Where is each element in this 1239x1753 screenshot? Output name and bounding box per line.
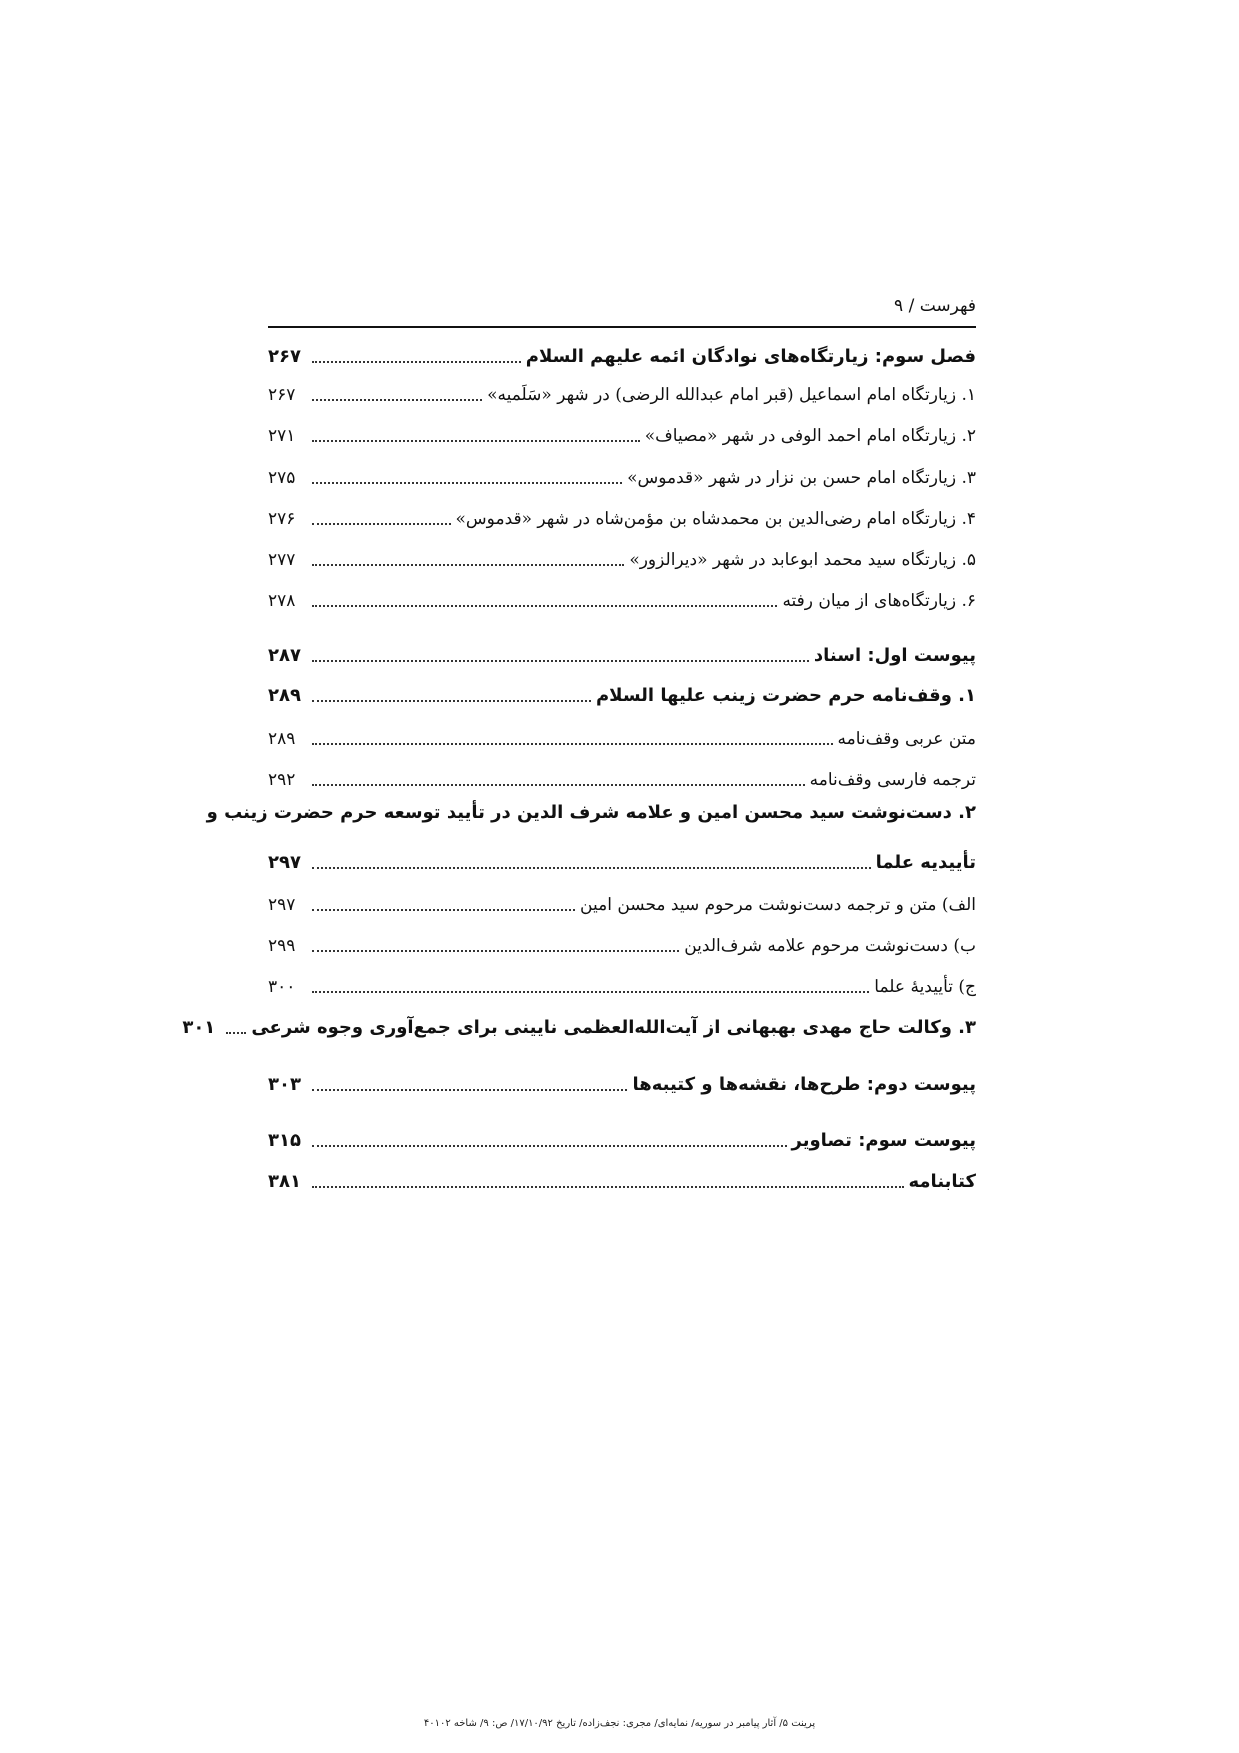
dot-leader (312, 440, 640, 442)
toc-entry-page: ۲۷۱ (268, 426, 296, 446)
toc-entry[interactable] (268, 538, 976, 572)
dot-leader (312, 950, 679, 952)
toc-entry[interactable] (268, 758, 976, 792)
toc-entry-page: ۲۹۹ (268, 936, 296, 956)
running-header (268, 290, 976, 328)
toc-entry[interactable] (268, 965, 976, 999)
toc-entry-page: ۳۱۵ (268, 1130, 301, 1151)
dot-leader (312, 1145, 787, 1147)
dot-leader (312, 743, 833, 745)
toc-entry-title: ۴. زیارتگاه امام رضی‌الدین بن محمدشاه بن مؤمن‌شاه در شهر «قدموس» (455, 509, 976, 529)
toc-entry[interactable] (268, 1160, 976, 1194)
dot-leader (312, 361, 521, 363)
toc-entry-title: پیوست دوم: طرح‌ها، نقشه‌ها و کتیبه‌ها (632, 1074, 976, 1095)
toc-entry-wrapped-first-line[interactable]: ۲. دست‌نوشت سید محسن امین و علامه شرف الدین در تأیید توسعه حرم حضرت زینب و (206, 802, 976, 823)
toc-entry[interactable] (268, 717, 976, 751)
toc-entry[interactable] (268, 1119, 976, 1153)
toc-entry[interactable] (182, 1006, 976, 1040)
dot-leader (312, 1186, 904, 1188)
toc-entry-title: ج) تأییدیهٔ علما (874, 977, 976, 997)
toc-entry[interactable] (268, 579, 976, 613)
toc-entry-title: ۳. زیارتگاه امام حسن بن نزار در شهر «قدموس» (627, 468, 976, 488)
toc-entry[interactable] (268, 674, 976, 708)
toc-entry[interactable] (268, 883, 976, 917)
toc-entry-page: ۲۸۹ (268, 685, 301, 706)
dot-leader (312, 564, 624, 566)
toc-entry-page: ۲۷۶ (268, 509, 296, 529)
toc-entry-title: ۱. زیارتگاه امام اسماعیل (قبر امام عبدالله الرضی) در شهر «سَلَمیه» (487, 385, 976, 405)
toc-entry-title: ۶. زیارتگاه‌های از میان رفته (782, 591, 976, 611)
toc-entry[interactable] (268, 924, 976, 958)
toc-entry-page: ۲۷۸ (268, 591, 296, 611)
toc-entry[interactable] (268, 335, 976, 369)
toc-entry[interactable] (268, 414, 976, 448)
dot-leader (312, 605, 777, 607)
toc-entry-page: ۲۹۲ (268, 770, 296, 790)
toc-entry-title: الف) متن و ترجمه دست‌نوشت مرحوم سید محسن امین (580, 895, 976, 915)
toc-entry-title: تأییدیه علما (875, 852, 976, 873)
toc-entry-page: ۲۷۵ (268, 468, 296, 488)
dot-leader (312, 399, 482, 401)
toc-entry-page: ۲۹۷ (268, 852, 301, 873)
toc-entry[interactable] (268, 634, 976, 668)
dot-leader (226, 1032, 246, 1034)
dot-leader (312, 523, 451, 525)
toc-entry-title: ۱. وقف‌نامه حرم حضرت زینب علیها السلام (595, 685, 976, 706)
toc-entry-page: ۲۶۷ (268, 385, 296, 405)
toc-entry-title: کتابنامه (908, 1171, 976, 1192)
toc-entry-page: ۳۰۱ (182, 1017, 216, 1038)
toc-entry-title: متن عربی وقف‌نامه (837, 729, 976, 749)
toc-entry-page: ۲۷۷ (268, 550, 296, 570)
toc-entry[interactable] (268, 456, 976, 490)
dot-leader (312, 660, 809, 662)
toc-entry-title: ۳. وکالت حاج مهدی بهبهانی از آیت‌الله‌العظمی نایینی برای جمع‌آوری وجوه شرعی (251, 1017, 976, 1038)
dot-leader (312, 991, 869, 993)
toc-entry-page: ۳۰۳ (268, 1074, 301, 1095)
toc-entry-page: ۳۸۱ (268, 1171, 301, 1192)
toc-entry-page: ۲۹۷ (268, 895, 296, 915)
toc-entry-page: ۳۰۰ (268, 977, 296, 997)
toc-entry-title: ۵. زیارتگاه سید محمد ابوعابد در شهر «دیرالزور» (629, 550, 976, 570)
dot-leader (312, 482, 622, 484)
dot-leader (312, 867, 871, 869)
toc-entry-title: ترجمه فارسی وقف‌نامه (809, 770, 976, 790)
toc-entry-page: ۲۶۷ (268, 346, 301, 367)
toc-entry-title: پیوست اول: اسناد (813, 645, 976, 666)
toc-entry[interactable] (268, 1063, 976, 1097)
print-footer: پرینت ۵/ آثار پیامبر در سوریه/ نمایه‌ای/ مجری: نجف‌زاده/ تاریخ ۱۷/۱۰/۹۲/ ص: ۹/ شاخه ۴۰۱۰۲ (423, 1718, 816, 1729)
toc-entry-title: ب) دست‌نوشت مرحوم علامه شرف‌الدین (684, 936, 976, 956)
dot-leader (312, 1089, 627, 1091)
dot-leader (312, 909, 575, 911)
toc-entry[interactable] (268, 841, 976, 875)
toc-entry-page: ۲۸۹ (268, 729, 296, 749)
toc-entry-title: ۲. زیارتگاه امام احمد الوفی در شهر «مصیاف» (644, 426, 976, 446)
dot-leader (312, 700, 591, 702)
toc-entry-title: پیوست سوم: تصاویر (791, 1130, 976, 1151)
toc-entry-title: فصل سوم: زیارتگاه‌های نوادگان ائمه علیهم السلام (525, 346, 976, 367)
toc-entry[interactable] (268, 373, 976, 407)
header-title: فهرست / ۹ (894, 296, 976, 316)
toc-entry[interactable] (268, 497, 976, 531)
toc-entry-page: ۲۸۷ (268, 645, 301, 666)
dot-leader (312, 784, 805, 786)
